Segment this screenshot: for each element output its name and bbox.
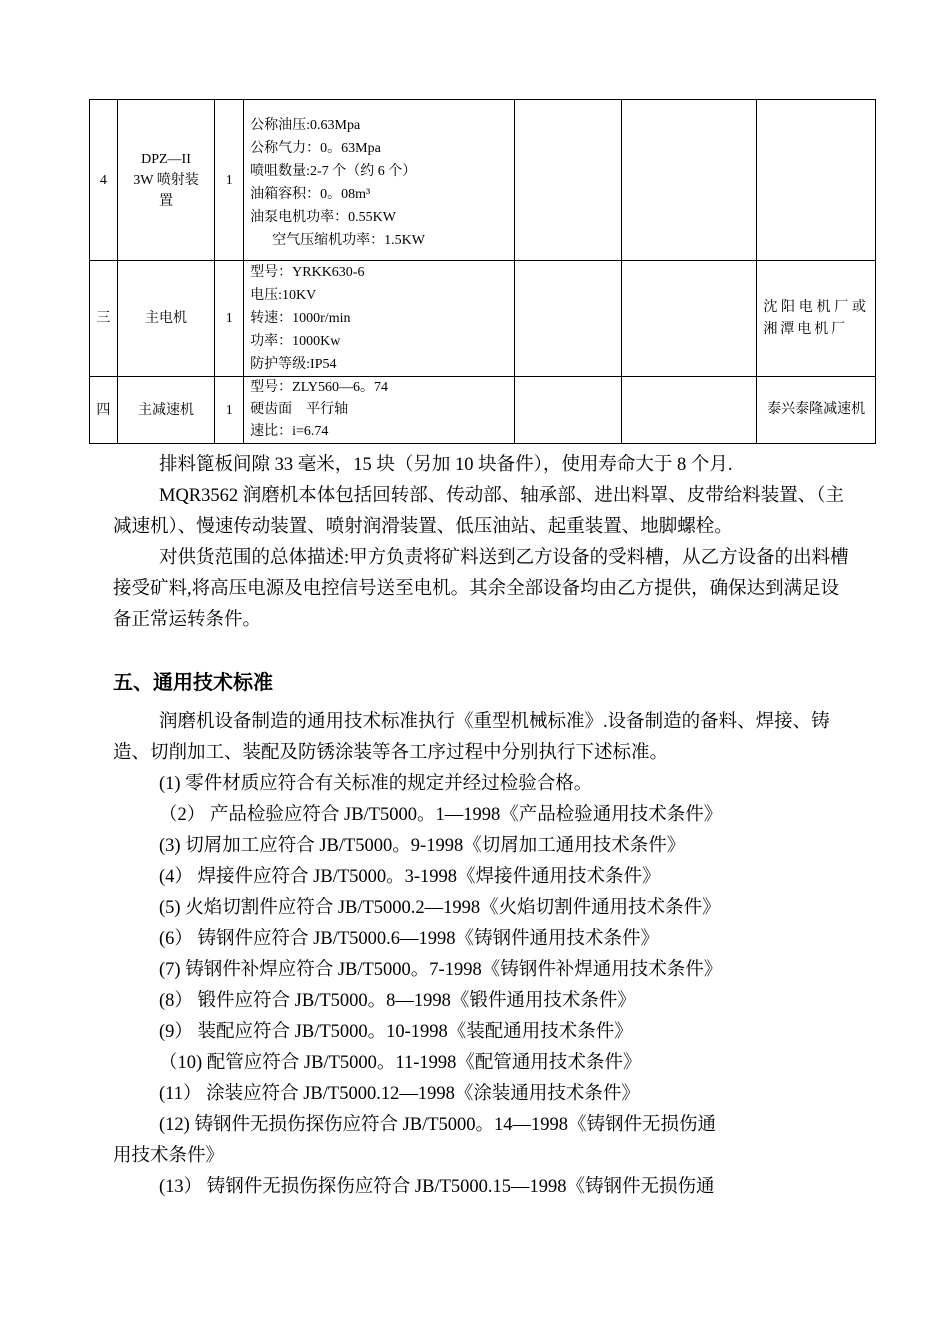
standard-item: （2） 产品检验应符合 JB/T5000。1—1998《产品检验通用技术条件》 <box>159 805 723 825</box>
standard-item: (1) 零件材质应符合有关标准的规定并经过检验合格。 <box>159 774 593 794</box>
quantity: 1 <box>215 261 244 377</box>
standard-item: (8） 锻件应符合 JB/T5000。8—1998《锻件通用技术条件》 <box>159 991 636 1011</box>
parameter-line: 转速：1000r/min <box>250 311 351 326</box>
row-number: 三 <box>90 261 118 377</box>
equipment-name-line: DPZ—II <box>141 151 191 167</box>
row-number: 四 <box>90 377 118 444</box>
section-five <box>113 667 853 698</box>
parameter-line: 硬齿面 平行轴 <box>250 402 349 417</box>
empty-cell <box>514 100 622 261</box>
equipment-name <box>117 100 215 261</box>
parameter-line: 油箱容积：0。08m³ <box>250 187 371 202</box>
manufacturer <box>757 100 876 261</box>
standard-item: (3) 切屑加工应符合 JB/T5000。9-1998《切屑加工通用技术条件》 <box>159 836 686 856</box>
parameter-line: 速比：i=6.74 <box>250 424 329 439</box>
standard-item-continuation: 用技术条件》 <box>113 1146 225 1166</box>
equipment-name: 主减速机 <box>117 377 215 444</box>
quantity: 1 <box>215 377 244 444</box>
table-row <box>90 377 876 444</box>
parameter-line: 空气压缩机功率：1.5KW <box>272 233 425 248</box>
section-intro: 润磨机设备制造的通用技术标准执行《重型机械标准》.设备制造的备料、焊接、铸造、切削加工、装配及防锈涂装等各工序过程中分别执行下述标准。 <box>113 712 830 763</box>
parameter-line: 公称气力：0。63Mpa <box>250 141 381 156</box>
row-number: 4 <box>90 100 118 261</box>
empty-cell <box>514 377 622 444</box>
parameters <box>244 100 515 261</box>
section-heading: 五、通用技术标准 <box>113 670 273 694</box>
empty-cell <box>622 261 757 377</box>
standard-item: (13） 铸钢件无损伤探伤应符合 JB/T5000.15—1998《铸钢件无损伤通 <box>159 1177 715 1197</box>
parameter-line: 喷咀数量:2-7 个（约 6 个） <box>250 164 417 179</box>
parameters <box>244 377 515 444</box>
standards-block <box>113 707 853 1203</box>
manufacturer: 泰兴泰隆减速机 <box>757 377 876 444</box>
equipment-name-line: 置 <box>159 193 173 209</box>
standard-item: (6） 铸钢件应符合 JB/T5000.6—1998《铸钢件通用技术条件》 <box>159 929 660 949</box>
manufacturer: 沈阳电机厂或湘潭电机厂 <box>757 261 876 377</box>
parameters <box>244 261 515 377</box>
standard-item: (4） 焊接件应符合 JB/T5000。3-1998《焊接件通用技术条件》 <box>159 867 661 887</box>
equipment-name-line: 3W 喷射装 <box>133 172 199 188</box>
standard-item: (12) 铸钢件无损伤探伤应符合 JB/T5000。14—1998《铸钢件无损伤通 <box>159 1115 717 1135</box>
empty-cell <box>622 377 757 444</box>
body-text <box>113 450 853 636</box>
standard-item: (7) 铸钢件补焊应符合 JB/T5000。7-1998《铸钢件补焊通用技术条件》 <box>159 960 723 980</box>
parameter-line: 公称油压:0.63Mpa <box>250 118 361 133</box>
empty-cell <box>514 261 622 377</box>
table-row <box>90 261 876 377</box>
empty-cell <box>622 100 757 261</box>
paragraph: 对供货范围的总体描述:甲方负责将矿料送到乙方设备的受料槽，从乙方设备的出料槽接受矿料,将高压电源及电控信号送至电机。其余全部设备均由乙方提供，确保达到满足设备正常运转条件。 <box>113 548 849 630</box>
parameter-line: 电压:10KV <box>250 288 317 303</box>
standard-item: (5) 火焰切割件应符合 JB/T5000.2—1998《火焰切割件通用技术条件》 <box>159 898 721 918</box>
table-row <box>90 100 876 261</box>
parameter-line: 防护等级:IP54 <box>250 357 337 372</box>
equipment-name: 主电机 <box>117 261 215 377</box>
parameter-line: 型号：ZLY560—6。74 <box>250 380 388 395</box>
quantity: 1 <box>215 100 244 261</box>
parameter-line: 油泵电机功率：0.55KW <box>250 210 396 225</box>
standard-item: (9） 装配应符合 JB/T5000。10-1998《装配通用技术条件》 <box>159 1022 633 1042</box>
equipment-spec-table <box>89 99 876 444</box>
standard-item: (11） 涂装应符合 JB/T5000.12—1998《涂装通用技术条件》 <box>159 1084 640 1104</box>
parameter-line: 型号：YRKK630-6 <box>250 265 365 280</box>
paragraph: 排料篦板间隙 33 毫米，15 块（另加 10 块备件），使用寿命大于 8 个月. <box>159 455 733 475</box>
parameter-line: 功率：1000Kw <box>250 334 341 349</box>
standard-item: （10) 配管应符合 JB/T5000。11-1998《配管通用技术条件》 <box>159 1053 642 1073</box>
paragraph: MQR3562 润磨机本体包括回转部、传动部、轴承部、进出料罩、皮带给料装置、（主减速机）、慢速传动装置、喷射润滑装置、低压油站、起重装置、地脚螺栓。 <box>113 486 845 537</box>
